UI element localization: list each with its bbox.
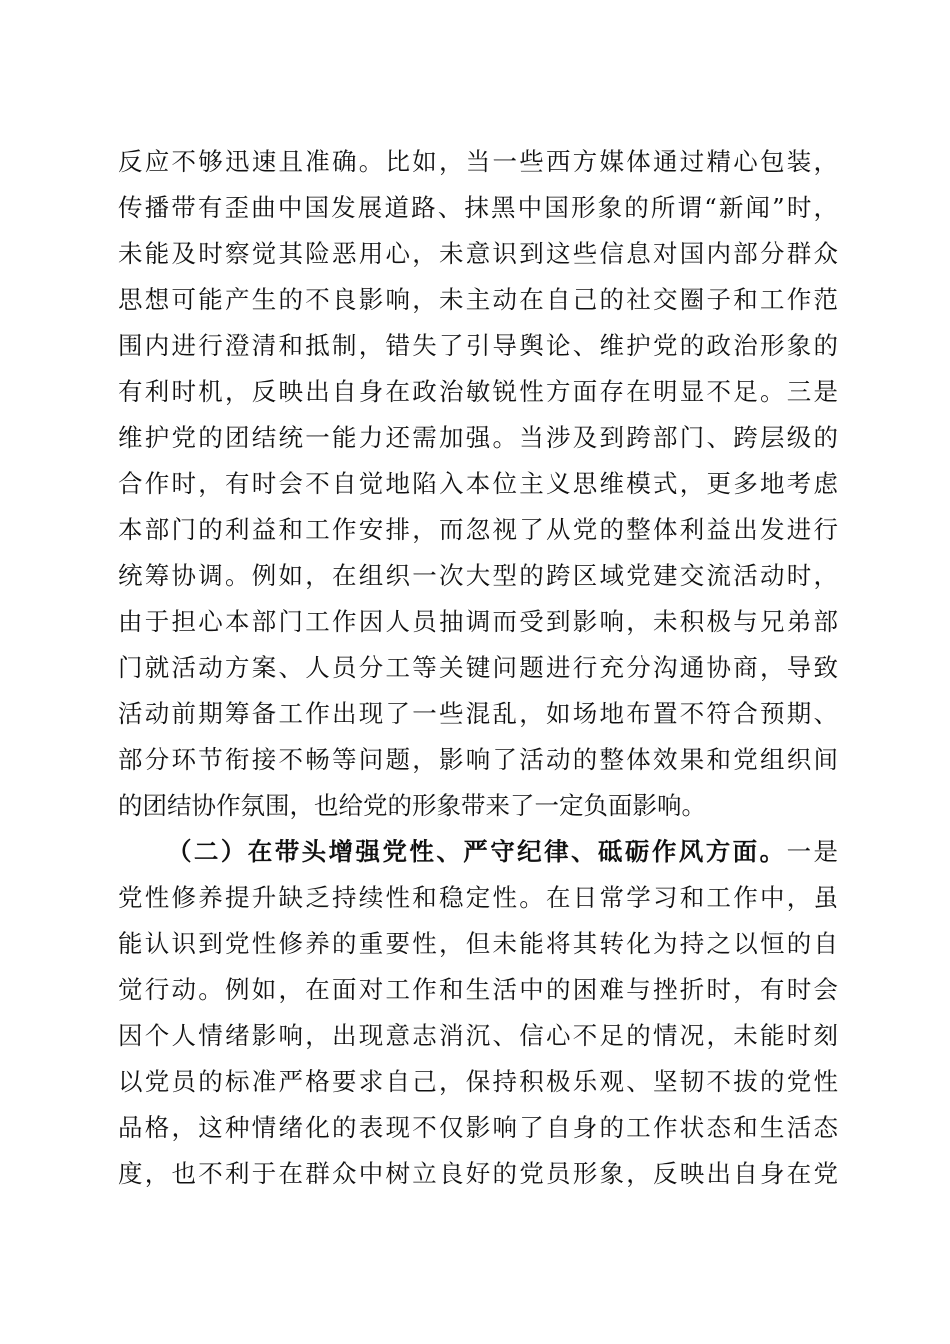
text-line: 统筹协调。例如，在组织一次大型的跨区域党建交流活动时， (118, 561, 838, 590)
heading-line-rest: 一是 (786, 837, 838, 866)
section-heading: （二）在带头增强党性、严守纪律、砥砺作风方面。 (167, 837, 787, 866)
text-line: 由于担心本部门工作因人员抽调而受到影响，未积极与兄弟部 (118, 607, 838, 636)
text-line: 觉行动。例如，在面对工作和生活中的困难与挫折时，有时会 (118, 975, 838, 1004)
section-heading-line (118, 829, 838, 875)
text-line: 思想可能产生的不良影响，未主动在自己的社交圈子和工作范 (118, 285, 838, 314)
text-line: 反应不够迅速且准确。比如，当一些西方媒体通过精心包装， (118, 147, 838, 176)
paragraph-2 (118, 829, 838, 1197)
text-line: 传播带有歪曲中国发展道路、抹黑中国形象的所谓“新闻”时， (118, 193, 838, 222)
text-line: 的团结协作氛围，也给党的形象带来了一定负面影响。 (118, 791, 706, 820)
text-line: 以党员的标准严格要求自己，保持积极乐观、坚韧不拔的党性 (118, 1067, 838, 1096)
text-line: 维护党的团结统一能力还需加强。当涉及到跨部门、跨层级的 (118, 423, 838, 452)
text-line: 能认识到党性修养的重要性，但未能将其转化为持之以恒的自 (118, 929, 838, 958)
text-line: 党性修养提升缺乏持续性和稳定性。在日常学习和工作中，虽 (118, 883, 838, 912)
text-line: 门就活动方案、人员分工等关键问题进行充分沟通协商，导致 (118, 653, 838, 682)
text-line: 部分环节衔接不畅等问题，影响了活动的整体效果和党组织间 (118, 745, 838, 774)
text-line: 围内进行澄清和抵制，错失了引导舆论、维护党的政治形象的 (118, 331, 838, 360)
text-line: 本部门的利益和工作安排，而忽视了从党的整体利益出发进行 (118, 515, 838, 544)
text-line: 未能及时察觉其险恶用心，未意识到这些信息对国内部分群众 (118, 239, 838, 268)
text-line: 有利时机，反映出自身在政治敏锐性方面存在明显不足。三是 (118, 377, 838, 406)
text-line: 品格，这种情绪化的表现不仅影响了自身的工作状态和生活态 (118, 1113, 838, 1142)
text-line: 活动前期筹备工作出现了一些混乱，如场地布置不符合预期、 (118, 699, 838, 728)
paragraph-1 (118, 139, 838, 829)
text-line: 度，也不利于在群众中树立良好的党员形象，反映出自身在党 (118, 1159, 838, 1188)
document-body (118, 139, 838, 1197)
text-line: 合作时，有时会不自觉地陷入本位主义思维模式，更多地考虑 (118, 469, 838, 498)
text-line: 因个人情绪影响，出现意志消沉、信心不足的情况，未能时刻 (118, 1021, 838, 1050)
